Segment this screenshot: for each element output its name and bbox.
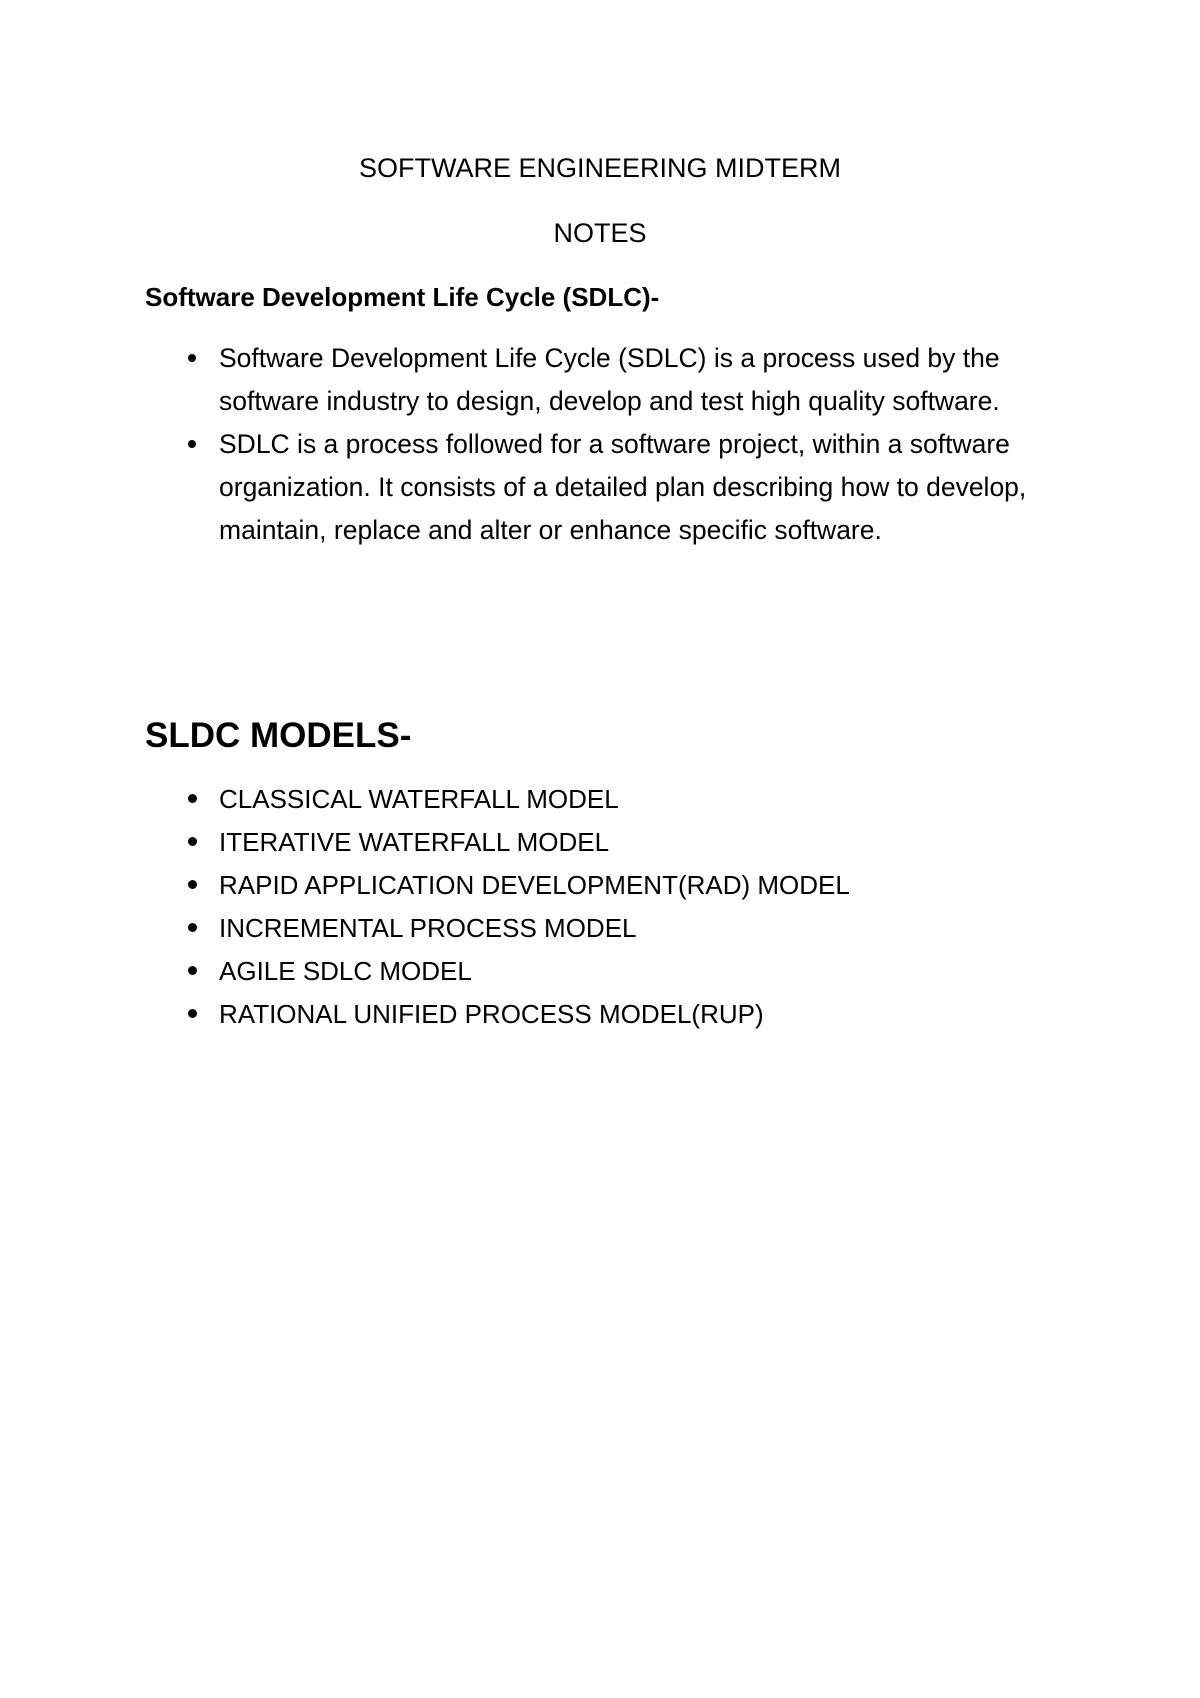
model-name: RAPID APPLICATION DEVELOPMENT(RAD) MODEL xyxy=(219,870,850,900)
models-bullet-list xyxy=(145,778,850,1036)
document-subtitle: NOTES xyxy=(553,218,647,248)
list-item xyxy=(145,821,850,864)
sdlc-point-text: Software Development Life Cycle (SDLC) is a process used by the software industry to design, develop and test high quality software. xyxy=(219,343,1000,416)
models-heading: SLDC MODELS- xyxy=(145,716,412,755)
list-item xyxy=(145,864,850,907)
model-name: RATIONAL UNIFIED PROCESS MODEL(RUP) xyxy=(219,999,764,1029)
model-name: CLASSICAL WATERFALL MODEL xyxy=(219,784,619,814)
list-item xyxy=(145,950,850,993)
model-name: ITERATIVE WATERFALL MODEL xyxy=(219,827,610,857)
bullet-icon xyxy=(188,1009,197,1018)
model-name: INCREMENTAL PROCESS MODEL xyxy=(219,913,637,943)
list-item xyxy=(145,993,850,1036)
sdlc-heading: Software Development Life Cycle (SDLC)- xyxy=(145,282,660,312)
bullet-icon xyxy=(188,794,197,803)
sdlc-bullet-list xyxy=(145,337,1075,552)
list-item xyxy=(145,423,1075,552)
bullet-icon xyxy=(188,966,197,975)
bullet-icon xyxy=(188,880,197,889)
document-title: SOFTWARE ENGINEERING MIDTERM xyxy=(358,153,841,183)
list-item xyxy=(145,907,850,950)
bullet-icon xyxy=(188,354,196,362)
model-name: AGILE SDLC MODEL xyxy=(219,956,472,986)
bullet-icon xyxy=(188,837,197,846)
bullet-icon xyxy=(188,923,197,932)
list-item xyxy=(145,778,850,821)
bullet-icon xyxy=(188,440,196,448)
list-item xyxy=(145,337,1075,423)
sdlc-point-text: SDLC is a process followed for a software project, within a software organization. It consists of a detailed plan describing how to develop, maintain, replace and alter or enhance specific software. xyxy=(219,429,1027,545)
